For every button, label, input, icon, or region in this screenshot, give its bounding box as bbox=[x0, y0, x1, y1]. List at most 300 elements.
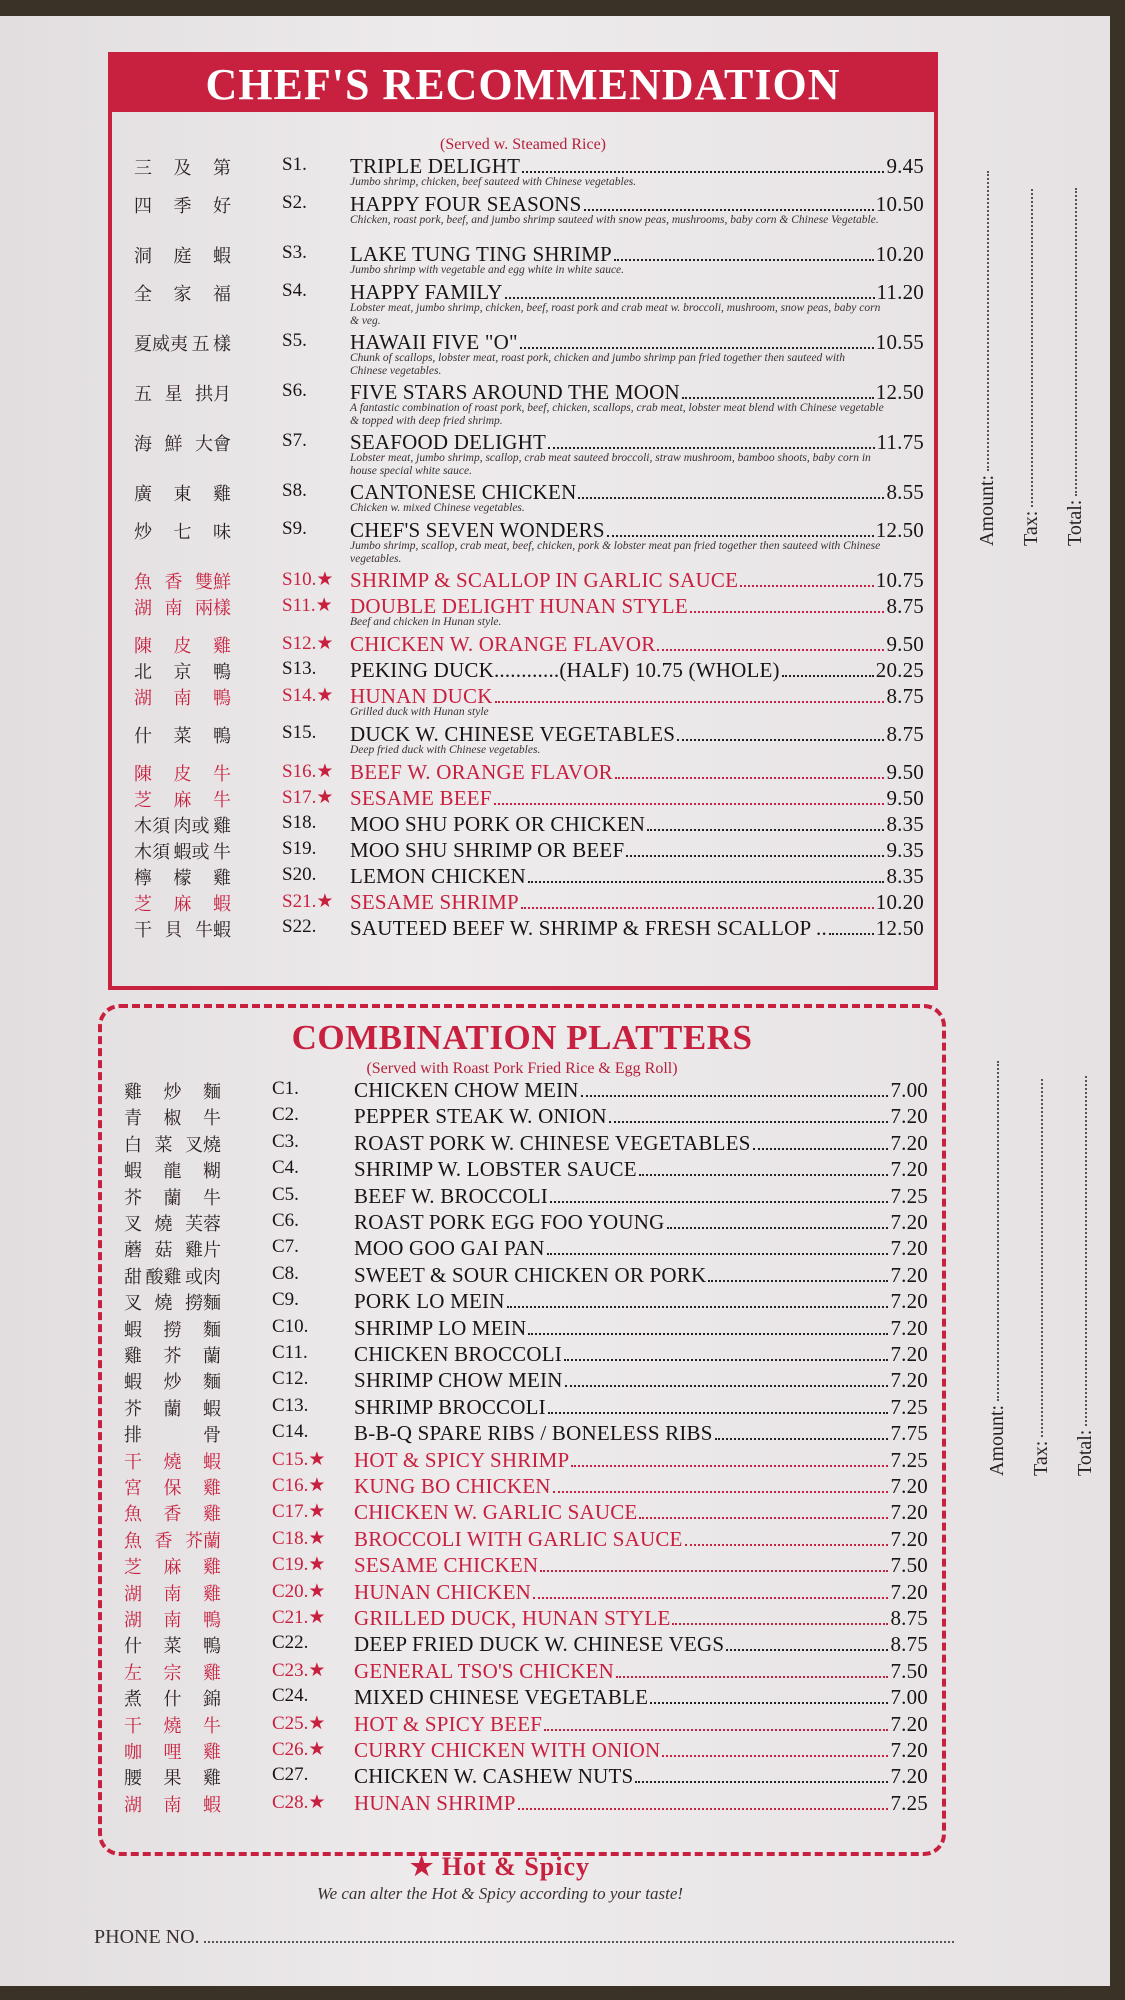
chinese-char: 全 bbox=[134, 284, 152, 305]
chinese-char: 陳 bbox=[134, 636, 152, 657]
item-name: GENERAL TSO'S CHICKEN bbox=[354, 1658, 614, 1683]
chinese-char: 牛 bbox=[203, 1108, 221, 1130]
chinese-char: 什 bbox=[124, 1636, 142, 1658]
chinese-char: 南 bbox=[164, 598, 183, 619]
dot-leader bbox=[581, 1095, 889, 1097]
chinese-char: 芝 bbox=[134, 894, 152, 915]
lower-amount-label: Amount: bbox=[986, 1404, 1008, 1476]
item-code: C3. bbox=[272, 1130, 299, 1152]
chinese-char: 鴨 bbox=[213, 688, 231, 709]
item-code: S3. bbox=[282, 242, 307, 263]
item-name: CHICKEN W. CASHEW NUTS bbox=[354, 1764, 634, 1789]
chinese-name bbox=[112, 280, 237, 306]
item-price: 7.20 bbox=[890, 1764, 928, 1789]
item-code: S18. bbox=[282, 812, 317, 833]
item-code: S14.★ bbox=[282, 685, 334, 706]
chinese-char: 雞片 bbox=[185, 1240, 221, 1262]
dot-leader bbox=[682, 397, 874, 399]
chef-recommendation-section bbox=[108, 52, 938, 990]
item-price: 9.50 bbox=[886, 760, 924, 784]
chinese-char: 牛 bbox=[213, 842, 231, 863]
item-line bbox=[354, 1157, 928, 1182]
chinese-char: 三 bbox=[134, 158, 152, 179]
item-name: DEEP FRIED DUCK W. CHINESE VEGS bbox=[354, 1632, 725, 1657]
item-line bbox=[354, 1342, 928, 1367]
item-line bbox=[354, 1500, 928, 1525]
item-name: HOT & SPICY SHRIMP bbox=[354, 1447, 570, 1472]
chinese-char: 洞 bbox=[134, 246, 152, 267]
item-code: S1. bbox=[282, 154, 307, 175]
item-line bbox=[354, 1580, 928, 1605]
item-line bbox=[354, 1659, 928, 1684]
chinese-char: 牛 bbox=[213, 790, 231, 811]
chinese-char: 龍 bbox=[163, 1161, 182, 1183]
item-code: S19. bbox=[282, 838, 317, 859]
dot-leader bbox=[708, 1280, 888, 1282]
item-code: C21.★ bbox=[272, 1607, 326, 1628]
item-price: 7.20 bbox=[890, 1104, 928, 1129]
item-name: ROAST PORK EGG FOO YOUNG bbox=[354, 1210, 665, 1234]
chinese-char: 南 bbox=[173, 688, 192, 709]
dot-leader bbox=[528, 881, 885, 883]
item-price: 7.20 bbox=[890, 1289, 928, 1314]
item-price: 7.25 bbox=[890, 1183, 928, 1208]
dot-leader bbox=[726, 1649, 888, 1651]
item-price: 7.20 bbox=[890, 1500, 928, 1525]
dot-leader bbox=[548, 1412, 889, 1414]
dot-leader bbox=[829, 933, 874, 935]
item-line bbox=[354, 1712, 928, 1737]
item-price: 7.25 bbox=[890, 1394, 928, 1419]
chinese-name bbox=[102, 1395, 227, 1421]
chinese-name bbox=[112, 594, 237, 620]
item-name: SAUTEED BEEF W. SHRIMP & FRESH SCALLOP .. bbox=[350, 916, 827, 940]
chinese-char: 五 bbox=[191, 334, 210, 355]
chinese-char: 蘭 bbox=[163, 1398, 182, 1420]
item-code: C14. bbox=[272, 1421, 309, 1443]
chinese-name bbox=[102, 1632, 227, 1658]
chinese-char: 蝦或 bbox=[173, 842, 210, 863]
dot-leader bbox=[650, 1702, 888, 1704]
item-price: 7.75 bbox=[890, 1421, 928, 1446]
chinese-char: 貝 bbox=[164, 920, 183, 941]
chinese-char: 季 bbox=[173, 196, 192, 217]
item-code: S11.★ bbox=[282, 595, 333, 616]
dot-leader bbox=[520, 347, 874, 349]
chinese-name bbox=[102, 1606, 227, 1632]
item-name: HUNAN SHRIMP bbox=[354, 1790, 516, 1815]
dot-leader bbox=[677, 739, 884, 741]
chinese-char: 哩 bbox=[163, 1742, 182, 1763]
chinese-char: 撈 bbox=[163, 1319, 182, 1341]
chinese-char: 雞 bbox=[203, 1557, 221, 1579]
item-description: Beef and chicken in Hunan style. bbox=[350, 616, 502, 628]
dot-leader bbox=[647, 829, 884, 831]
chinese-char: 煮 bbox=[124, 1689, 142, 1711]
item-code: C28.★ bbox=[272, 1791, 326, 1813]
chinese-char: 樣 bbox=[213, 334, 231, 355]
chinese-char: 芝 bbox=[124, 1557, 142, 1579]
chinese-char: 干 bbox=[124, 1715, 142, 1737]
chinese-name bbox=[102, 1474, 227, 1500]
item-price: 8.35 bbox=[886, 864, 924, 888]
dot-leader bbox=[657, 649, 884, 651]
item-code: C18.★ bbox=[272, 1527, 326, 1549]
item-description: Deep fried duck with Chinese vegetables. bbox=[350, 744, 541, 756]
item-description: Jumbo shrimp, chicken, beef sauteed with Chinese vegetables. bbox=[350, 176, 637, 188]
chinese-name bbox=[112, 330, 237, 356]
item-price: 7.25 bbox=[890, 1447, 928, 1472]
hot-spicy-note: We can alter the Hot & Spicy according to your taste! bbox=[316, 1884, 684, 1903]
dot-leader bbox=[639, 1517, 888, 1519]
item-line bbox=[350, 786, 924, 811]
item-name: HAPPY FOUR SEASONS bbox=[350, 192, 582, 216]
dot-leader bbox=[528, 1333, 888, 1335]
item-price: 8.75 bbox=[890, 1606, 928, 1630]
item-price: 7.20 bbox=[890, 1526, 928, 1551]
chinese-char: 骨 bbox=[203, 1425, 221, 1447]
chinese-char: 芥 bbox=[124, 1187, 142, 1209]
item-line bbox=[350, 760, 924, 785]
chinese-char: 什 bbox=[163, 1689, 182, 1711]
item-code: S17.★ bbox=[282, 787, 334, 808]
item-name: KUNG BO CHICKEN bbox=[354, 1474, 551, 1498]
chinese-char: 雞 bbox=[124, 1346, 142, 1367]
item-code: C24. bbox=[272, 1685, 309, 1707]
chinese-char: 叉 bbox=[124, 1214, 142, 1235]
chinese-char: 腰 bbox=[124, 1768, 142, 1790]
item-price: 7.20 bbox=[890, 1342, 928, 1366]
item-line bbox=[350, 916, 924, 941]
chinese-name bbox=[112, 786, 237, 812]
chinese-char: 牛 bbox=[203, 1187, 221, 1209]
chinese-char: 味 bbox=[213, 522, 231, 543]
dot-leader bbox=[672, 1623, 888, 1625]
dot-leader bbox=[571, 1465, 888, 1467]
dot-leader bbox=[584, 209, 874, 211]
item-price: 8.75 bbox=[886, 684, 924, 708]
dot-leader bbox=[578, 497, 884, 499]
item-code: S22. bbox=[282, 916, 317, 937]
item-name: SHRIMP W. LOBSTER SAUCE bbox=[354, 1157, 637, 1182]
item-name: HUNAN CHICKEN bbox=[354, 1579, 532, 1604]
chinese-char: 雞 bbox=[203, 1768, 221, 1790]
dot-leader bbox=[518, 1808, 889, 1810]
chinese-char: 牛 bbox=[213, 764, 231, 785]
chinese-char: 鴨 bbox=[203, 1610, 221, 1631]
item-code: S2. bbox=[282, 192, 307, 213]
item-price: 7.25 bbox=[890, 1790, 928, 1815]
chinese-char: 甜 bbox=[124, 1266, 142, 1288]
chinese-char: 菜 bbox=[173, 726, 192, 747]
item-price: 7.00 bbox=[890, 1685, 928, 1710]
item-price: 8.75 bbox=[886, 594, 924, 618]
item-line bbox=[354, 1421, 928, 1446]
item-price: 8.55 bbox=[886, 480, 924, 504]
dot-leader bbox=[740, 585, 874, 587]
item-price: 7.20 bbox=[890, 1711, 928, 1736]
item-description: Chicken, roast pork, beef, and jumbo shrimp sauteed with snow peas, mushrooms, baby corn & Chinese Vegetable. bbox=[350, 214, 879, 226]
item-code: C12. bbox=[272, 1368, 309, 1390]
item-name: ROAST PORK W. CHINESE VEGETABLES bbox=[354, 1130, 751, 1155]
dot-leader bbox=[553, 1491, 889, 1493]
dot-leader bbox=[753, 1148, 889, 1150]
chinese-char: 拱月 bbox=[195, 384, 231, 405]
lower-total-label: Total: bbox=[1074, 1429, 1096, 1476]
chinese-name bbox=[102, 1104, 227, 1130]
item-line bbox=[354, 1316, 928, 1341]
dot-leader bbox=[685, 1544, 889, 1546]
chinese-char: 牛蝦 bbox=[195, 920, 231, 941]
chinese-char: 芥 bbox=[124, 1398, 142, 1420]
chinese-char: 叉燒 bbox=[185, 1134, 221, 1156]
upper-amount-field bbox=[976, 171, 999, 546]
item-price: 12.50 bbox=[875, 518, 924, 542]
chinese-char: 菜 bbox=[163, 1636, 182, 1658]
item-price: 7.20 bbox=[890, 1579, 928, 1604]
dot-leader bbox=[609, 1121, 889, 1123]
item-line bbox=[354, 1078, 928, 1103]
item-name: FIVE STARS AROUND THE MOON bbox=[350, 380, 680, 404]
chinese-name bbox=[102, 1210, 227, 1236]
chinese-char: 庭 bbox=[173, 246, 192, 267]
item-price: 7.20 bbox=[890, 1130, 928, 1155]
item-line bbox=[354, 1791, 928, 1816]
chinese-name bbox=[102, 1527, 227, 1553]
item-name: DOUBLE DELIGHT HUNAN STYLE bbox=[350, 594, 688, 618]
chinese-char: 蘭 bbox=[203, 1346, 221, 1367]
item-name: SHRIMP LO MEIN bbox=[354, 1315, 527, 1340]
combo-section-subtitle: (Served with Roast Pork Fried Rice & Egg Roll) bbox=[366, 1060, 678, 1077]
item-code: S4. bbox=[282, 280, 307, 301]
item-name: DUCK W. CHINESE VEGETABLES bbox=[350, 722, 676, 746]
chinese-name bbox=[102, 1448, 227, 1474]
dot-leader bbox=[615, 777, 885, 779]
item-name: B-B-Q SPARE RIBS / BONELESS RIBS bbox=[354, 1421, 713, 1446]
chinese-name bbox=[112, 568, 237, 594]
dot-leader bbox=[522, 171, 884, 173]
item-price: 7.20 bbox=[890, 1157, 928, 1182]
chinese-char: 鴨 bbox=[213, 662, 231, 683]
item-line bbox=[354, 1263, 928, 1288]
chinese-char: 檸 bbox=[134, 868, 152, 889]
chinese-char: 麻 bbox=[173, 894, 192, 915]
item-description: A fantastic combination of roast pork, beef, chicken, scallops, crab meat, lobster meat blend with Chinese vegetable & topped with deep fried shrimp. bbox=[350, 402, 884, 427]
chinese-name bbox=[102, 1157, 227, 1183]
chinese-name bbox=[102, 1685, 227, 1711]
chinese-char: 鮮 bbox=[164, 434, 183, 455]
item-code: C5. bbox=[272, 1183, 299, 1205]
item-code: S10.★ bbox=[282, 569, 334, 590]
item-name: MOO SHU SHRIMP OR BEEF bbox=[350, 838, 625, 862]
chinese-char: 雞 bbox=[203, 1742, 221, 1763]
chef-section-title: CHEF'S RECOMMENDATION bbox=[112, 56, 934, 112]
chinese-char: 鴨 bbox=[213, 726, 231, 747]
chinese-char: 叉 bbox=[124, 1293, 142, 1315]
chinese-char: 燒 bbox=[163, 1451, 182, 1473]
item-price: 8.75 bbox=[886, 722, 924, 746]
item-name: HUNAN DUCK bbox=[350, 684, 493, 708]
chinese-char: 家 bbox=[173, 284, 192, 305]
item-price: 11.75 bbox=[876, 430, 924, 454]
item-description: Jumbo shrimp, scallop, crab meat, beef, chicken, pork & lobster meat pan fried together then sauteed with Chinese vegetables. bbox=[350, 540, 881, 565]
item-description: Lobster meat, jumbo shrimp, scallop, crab meat sauteed broccoli, straw mushroom, bamboo shoots, baby corn in house special white sauce. bbox=[350, 452, 871, 477]
item-code: C16.★ bbox=[272, 1475, 326, 1496]
upper-tax-field bbox=[1020, 189, 1043, 546]
chinese-char: 雞 bbox=[203, 1583, 221, 1605]
dot-leader bbox=[494, 803, 885, 805]
chinese-char: 蝦 bbox=[203, 1398, 221, 1420]
item-name: CHICKEN CHOW MEIN bbox=[354, 1078, 579, 1102]
item-code: C2. bbox=[272, 1104, 299, 1126]
chinese-char: 海 bbox=[134, 434, 152, 455]
chinese-char: 麵 bbox=[203, 1319, 221, 1341]
chinese-name bbox=[112, 154, 237, 180]
chinese-char: 燒 bbox=[154, 1214, 173, 1235]
item-price: 7.20 bbox=[890, 1474, 928, 1498]
chinese-char: 什 bbox=[134, 726, 152, 747]
chinese-name bbox=[112, 890, 237, 916]
item-name: BROCCOLI WITH GARLIC SAUCE bbox=[354, 1526, 683, 1551]
chinese-char: 大會 bbox=[195, 434, 231, 455]
item-code: C23.★ bbox=[272, 1659, 326, 1681]
item-name: CHICKEN BROCCOLI bbox=[354, 1342, 562, 1366]
item-name: MOO SHU PORK OR CHICKEN bbox=[350, 812, 646, 836]
dot-leader bbox=[547, 1253, 889, 1255]
chinese-char: 皮 bbox=[173, 636, 192, 657]
item-line bbox=[354, 1289, 928, 1314]
item-code: S12.★ bbox=[282, 633, 334, 654]
chinese-char: 麵 bbox=[203, 1372, 221, 1394]
item-code: C20.★ bbox=[272, 1580, 326, 1602]
dot-leader bbox=[626, 855, 884, 857]
item-code: C7. bbox=[272, 1236, 299, 1258]
chinese-char: 第 bbox=[213, 158, 231, 179]
dot-leader bbox=[505, 297, 875, 299]
phone-write-line bbox=[204, 1941, 954, 1943]
chinese-char: 陳 bbox=[134, 764, 152, 785]
chinese-char: 湖 bbox=[124, 1794, 142, 1816]
chinese-char: 東 bbox=[173, 484, 192, 505]
item-name: PORK LO MEIN bbox=[354, 1289, 505, 1314]
item-line bbox=[354, 1131, 928, 1156]
item-code: S20. bbox=[282, 864, 317, 885]
chinese-char: 干 bbox=[124, 1451, 142, 1473]
item-name: TRIPLE DELIGHT bbox=[350, 154, 521, 178]
dot-leader bbox=[507, 1306, 889, 1308]
chinese-char: 雙鮮 bbox=[195, 572, 231, 593]
item-name: SESAME CHICKEN bbox=[354, 1553, 539, 1578]
item-code: C13. bbox=[272, 1394, 309, 1416]
chinese-name bbox=[112, 684, 237, 710]
chinese-name bbox=[102, 1791, 227, 1817]
chinese-name bbox=[112, 480, 237, 506]
chinese-char: 菇 bbox=[154, 1240, 173, 1262]
upper-total-field bbox=[1064, 188, 1087, 546]
item-code: C9. bbox=[272, 1289, 299, 1311]
chinese-char: 或肉 bbox=[185, 1266, 221, 1288]
chinese-name bbox=[112, 838, 237, 864]
dot-leader bbox=[565, 1385, 889, 1387]
item-description: Jumbo shrimp with vegetable and egg white in white sauce. bbox=[350, 264, 625, 276]
item-price: 10.20 bbox=[875, 890, 924, 914]
item-code: S15. bbox=[282, 722, 317, 743]
item-code: C4. bbox=[272, 1157, 299, 1179]
item-price: 7.00 bbox=[890, 1078, 928, 1102]
chinese-name bbox=[102, 1236, 227, 1262]
item-price: 9.35 bbox=[886, 838, 924, 862]
chinese-char: 香 bbox=[154, 1530, 173, 1552]
item-line bbox=[350, 632, 924, 657]
chinese-char: 糊 bbox=[203, 1161, 221, 1183]
chinese-char: 京 bbox=[173, 662, 192, 683]
item-code: C17.★ bbox=[272, 1501, 326, 1523]
dot-leader bbox=[564, 1359, 888, 1361]
chinese-char: 好 bbox=[213, 196, 231, 217]
item-price: 8.75 bbox=[890, 1632, 928, 1657]
chinese-char: 菜 bbox=[154, 1134, 173, 1156]
item-price: 7.20 bbox=[890, 1262, 928, 1287]
item-line bbox=[350, 890, 924, 915]
item-line bbox=[350, 838, 924, 863]
chinese-char: 及 bbox=[173, 158, 192, 179]
item-code: C8. bbox=[272, 1262, 299, 1284]
item-line bbox=[354, 1236, 928, 1261]
item-code: S5. bbox=[282, 330, 307, 351]
chinese-char: 南 bbox=[163, 1610, 182, 1631]
chinese-char: 錦 bbox=[203, 1689, 221, 1711]
lower-total-field bbox=[1074, 1076, 1097, 1476]
chinese-char: 雞 bbox=[203, 1504, 221, 1526]
item-price: 9.50 bbox=[886, 632, 924, 656]
item-name: CANTONESE CHICKEN bbox=[350, 480, 577, 504]
upper-amount-label: Amount: bbox=[976, 474, 998, 546]
item-name: SESAME SHRIMP bbox=[350, 890, 519, 914]
chinese-char: 芙蓉 bbox=[185, 1214, 221, 1235]
chinese-char: 麻 bbox=[163, 1557, 182, 1579]
chinese-char: 炒 bbox=[163, 1372, 182, 1394]
item-code: C1. bbox=[272, 1078, 299, 1099]
dot-leader bbox=[607, 535, 874, 537]
dot-leader bbox=[521, 907, 874, 909]
chinese-char: 南 bbox=[163, 1583, 182, 1605]
item-line bbox=[350, 864, 924, 889]
item-name: BEEF W. BROCCOLI bbox=[354, 1183, 548, 1208]
chinese-char: 檬 bbox=[173, 868, 192, 889]
chinese-char: 雞 bbox=[203, 1662, 221, 1684]
item-line bbox=[350, 658, 924, 683]
item-line bbox=[354, 1210, 928, 1235]
chinese-char: 干 bbox=[134, 920, 152, 941]
chinese-char: 蘭 bbox=[163, 1187, 182, 1209]
chinese-name bbox=[102, 1263, 227, 1289]
chinese-char: 蝦 bbox=[124, 1161, 142, 1183]
chinese-name bbox=[112, 658, 237, 684]
chinese-char: 鴨 bbox=[203, 1636, 221, 1658]
chinese-char: 魚 bbox=[124, 1530, 142, 1552]
item-price: 9.50 bbox=[886, 786, 924, 810]
chinese-char: 香 bbox=[163, 1504, 182, 1526]
item-line bbox=[354, 1632, 928, 1657]
item-code: S16.★ bbox=[282, 761, 334, 782]
item-price: 12.50 bbox=[875, 916, 924, 940]
item-price: 7.20 bbox=[890, 1738, 928, 1762]
chinese-char: 牛 bbox=[203, 1715, 221, 1737]
item-description: Grilled duck with Hunan style bbox=[350, 706, 489, 718]
item-line bbox=[350, 568, 924, 593]
chinese-char: 四 bbox=[134, 196, 152, 217]
chinese-char: 肉或 bbox=[173, 816, 210, 837]
